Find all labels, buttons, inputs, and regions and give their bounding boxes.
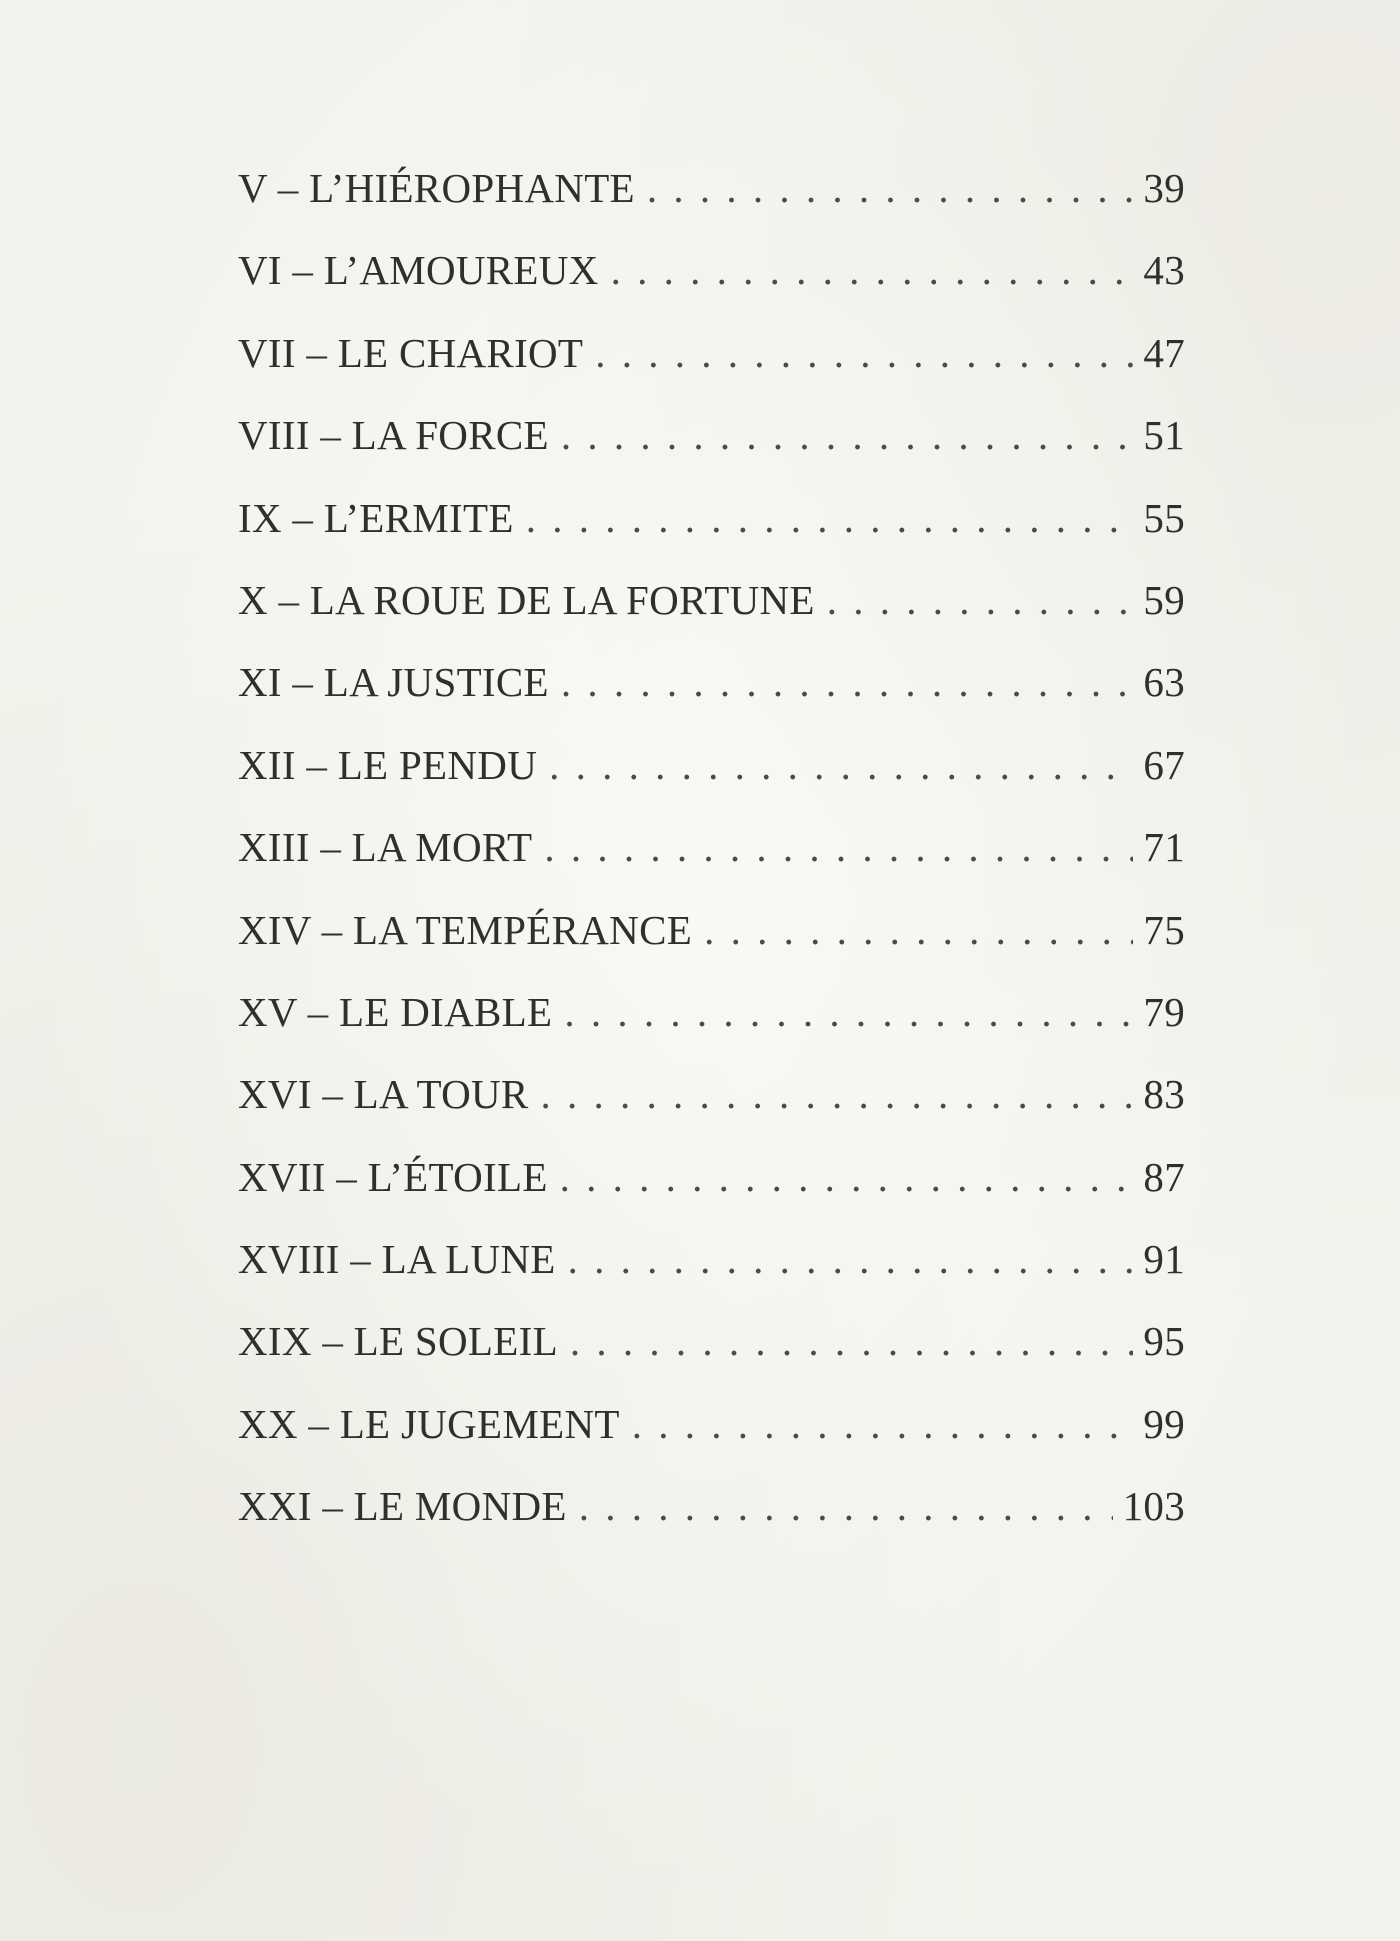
toc-entry-page-number: 91 <box>1143 1236 1185 1283</box>
toc-entry-page-number: 43 <box>1143 247 1185 294</box>
toc-entry <box>238 165 1185 250</box>
toc-entry-title: XII – LE PENDU <box>238 741 538 788</box>
toc-entry-title: VI – L’AMOUREUX <box>238 247 599 294</box>
toc-entry-title: VIII – LA FORCE <box>238 412 549 459</box>
dot-leader <box>632 1404 1133 1445</box>
toc-entry-title: XXI – LE MONDE <box>238 1483 567 1530</box>
dot-leader <box>544 827 1133 868</box>
toc-entry-page-number: 71 <box>1143 824 1185 871</box>
toc-entry-title: XIX – LE SOLEIL <box>238 1318 558 1365</box>
toc-entry <box>238 247 1185 332</box>
toc-entry <box>238 329 1185 415</box>
toc-entry <box>238 1153 1185 1239</box>
toc-entry <box>238 1071 1185 1156</box>
dot-leader <box>570 1321 1133 1362</box>
toc-entry <box>238 1483 1185 1568</box>
dot-leader <box>595 333 1133 374</box>
dot-leader <box>579 1486 1113 1527</box>
toc-entry-page-number: 39 <box>1143 165 1185 211</box>
toc-entry <box>238 412 1185 497</box>
toc-entry-page-number: 87 <box>1143 1153 1185 1200</box>
dot-leader <box>564 992 1133 1033</box>
dot-leader <box>704 910 1133 951</box>
toc-entry <box>238 1400 1185 1486</box>
toc-entry <box>238 659 1185 744</box>
toc-entry <box>238 1236 1185 1321</box>
toc-entry <box>238 1318 1185 1403</box>
toc-entry-page-number: 63 <box>1143 659 1185 706</box>
toc-entry-page-number: 99 <box>1143 1400 1185 1447</box>
toc-entry-title: XIII – LA MORT <box>238 824 533 871</box>
dot-leader <box>561 415 1133 456</box>
toc-entry-title: XIV – LA TEMPÉRANCE <box>238 906 693 953</box>
dot-leader <box>541 1074 1133 1115</box>
dot-leader <box>647 168 1133 209</box>
dot-leader <box>560 1157 1133 1198</box>
dot-leader <box>568 1239 1133 1280</box>
toc-entry-title: X – LA ROUE DE LA FORTUNE <box>238 576 815 623</box>
toc-entry-page-number: 83 <box>1143 1071 1185 1118</box>
toc-entry <box>238 494 1185 580</box>
toc-entry <box>238 906 1185 992</box>
toc-entry-title: XV – LE DIABLE <box>238 988 553 1035</box>
toc-entry-title: XVI – LA TOUR <box>238 1071 529 1118</box>
toc-entry-page-number: 55 <box>1143 494 1185 541</box>
dot-leader <box>549 745 1133 786</box>
table-of-contents <box>238 165 1185 1569</box>
toc-entry <box>238 988 1185 1074</box>
toc-entry-page-number: 75 <box>1143 906 1185 953</box>
toc-entry-page-number: 95 <box>1143 1318 1185 1365</box>
toc-entry-title: XX – LE JUGEMENT <box>238 1400 620 1447</box>
dot-leader <box>611 250 1133 291</box>
toc-entry <box>238 824 1185 909</box>
toc-entry-title: IX – L’ERMITE <box>238 494 514 541</box>
dot-leader <box>526 498 1133 539</box>
toc-entry <box>238 741 1185 827</box>
toc-entry-title: VII – LE CHARIOT <box>238 329 584 376</box>
toc-entry-title: V – L’HIÉROPHANTE <box>238 165 635 211</box>
toc-entry-page-number: 67 <box>1143 741 1185 788</box>
toc-entry-title: XVIII – LA LUNE <box>238 1236 556 1283</box>
dot-leader <box>827 580 1133 621</box>
toc-entry-page-number: 79 <box>1143 988 1185 1035</box>
toc-entry-page-number: 47 <box>1143 329 1185 376</box>
toc-entry-title: XI – LA JUSTICE <box>238 659 549 706</box>
toc-entry-page-number: 51 <box>1143 412 1185 459</box>
dot-leader <box>561 662 1133 703</box>
toc-entry <box>238 576 1185 662</box>
toc-entry-page-number: 103 <box>1122 1483 1185 1530</box>
toc-entry-page-number: 59 <box>1143 576 1185 623</box>
toc-entry-title: XVII – L’ÉTOILE <box>238 1153 548 1200</box>
